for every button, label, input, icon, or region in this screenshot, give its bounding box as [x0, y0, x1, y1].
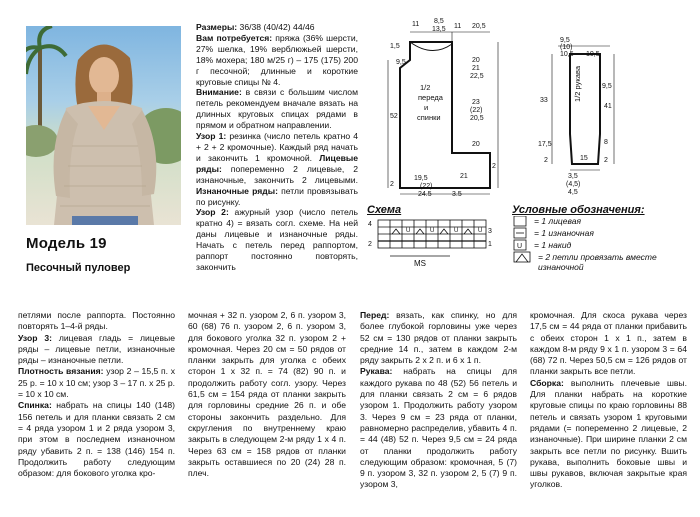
c4-l1: Сборка: — [530, 377, 564, 388]
sleeve-dim-t1: 9,5 — [560, 37, 570, 44]
knit-symbol-icon — [514, 216, 526, 226]
sleeve-dim-left3: 2 — [544, 157, 548, 164]
legend-symbols — [512, 216, 532, 266]
body-dim-t2: 11 — [412, 21, 420, 28]
c2-p0: мочная + 32 п. узором 2, 6 п. узором 3, 60 (68) 76 п. узором 2, 6 п. узором 3, для бокового уголка 32 п. узором 2 + кромочная. Через 20 см = 50 рядов от планки закрыть для уголка с обеих сторон 1 х 32 п. = 74 (82) 90 п. и продолжить работу согл. узору. Через 61,5 см = 154 ряда от планки закрыть для горловины средние 26 п. и обе стороны закончить раздельно. Для скругления по внутреннему краю закрыть в следующем 2-м ряду 1 х 4 п. Через 63 см = 158 рядов от планки закрыть оставшиеся по 20 (24) 28 п. плеч. — [188, 310, 346, 479]
body-dim-b1: 19,5 — [414, 175, 428, 182]
body-dim-r1: 20 — [472, 57, 480, 64]
sleeve-dim-left2: 17,5 — [538, 141, 552, 148]
legend-item-yarnover: = 1 накид — [534, 240, 572, 250]
legend-item-knit: = 1 лицевая — [534, 216, 582, 226]
sleeve-dim-t3: 10,5 — [560, 51, 574, 58]
attention-label: Внимание: — [196, 87, 242, 98]
legend-title: Условные обозначения: — [512, 204, 645, 216]
body-dim-left: 52 — [390, 113, 398, 120]
text-column-3 — [360, 310, 517, 491]
pattern1-label: Узор 1: — [196, 131, 227, 142]
c1-p1: лицевая гладь = лицевые ряды – лицевые петли, изнаночные ряды – изнаночные петли. — [18, 332, 175, 366]
sleeve-dim-b3: (4,5) — [566, 181, 581, 188]
schema-u3: U — [454, 228, 459, 234]
body-dim-r2: 21 — [472, 65, 480, 72]
schema-row3: 3 — [488, 228, 492, 235]
body-dim-r7: 20 — [472, 141, 480, 148]
body-label-4: спинки — [417, 113, 441, 122]
model-subtitle: Песочный пуловер — [26, 262, 131, 274]
stitch-schema-grid — [366, 216, 496, 278]
pattern1-value: резинка (число петель кратно 4 + 2 + 2 кромочные). Каждый ряд начать и закончить 1 кромочной. — [196, 131, 358, 163]
body-dim-r3: 22,5 — [470, 73, 484, 80]
schema-row1: 1 — [488, 241, 492, 248]
body-label-3: и — [424, 103, 429, 112]
schema-title: Схема — [367, 204, 402, 216]
text-column-2 — [188, 310, 346, 479]
body-dim-r4: 23 — [472, 99, 480, 106]
schema-u1: U — [406, 228, 411, 234]
body-dim-t4: 11 — [454, 23, 462, 30]
body-pattern-diagram — [360, 18, 510, 196]
c3-l0: Перед: — [360, 310, 390, 320]
pattern1-purl-value: петли провязывать по рисунку. — [196, 185, 358, 207]
sleeve-dim-left1: 33 — [540, 97, 548, 104]
body-dim-r8: 2 — [492, 163, 496, 170]
sleeve-dim-b1: 15 — [580, 155, 588, 162]
pattern1-face-value: попеременно 2 лицевые, 2 изнаночные, закончить 2 лицевыми. — [196, 163, 359, 185]
c1-l3: Спинка: — [18, 400, 52, 411]
sleeve-dim-b2: 3,5 — [568, 173, 578, 180]
materials-text — [196, 22, 358, 273]
pattern1-face-label: Лицевые ряды: — [196, 152, 359, 174]
c1-p2: узор 2 – 15,5 п. х 25 р. = 10 х 10 см; узор 3 – 17 п. х 25 р. = 10 х 10 см. — [18, 366, 175, 400]
c4-p1: выполнить плечевые швы. Для планки набрать на короткие круговые спицы по краю горловины 88 петель и связать узором 1 круговыми рядами (= попеременно 2 лицевые, 2 изнаночные). При ширине планки 2 см закрыть все петли по рисунку. Вшить рукава, выполнить боковые швы и швы рукавов, включая закрытые края уголков. — [530, 377, 687, 490]
c1-p3: набрать на спицы 140 (148) 156 петель и для планки связать 2 см = 4 ряда узором 1 и 2 ряда узором 3, при этом в последнем изнаночном ряду убавить 2 п. = 138 (146) 154 п. Продолжить работу следующим образом: для бокового уголка кро- — [18, 400, 175, 479]
body-dim-t6: 1,5 — [390, 43, 400, 50]
photo-illustration — [26, 26, 181, 225]
sizes-value: 36/38 (40/42) 44/46 — [239, 22, 315, 32]
schema-u4: U — [478, 228, 483, 234]
body-dim-b2: (22) — [420, 183, 433, 190]
body-label-1: 1/2 — [420, 83, 431, 92]
pattern2-value: ажурный узор (число петель кратно 4) = вязать согл. схеме. На ней даны лицевые и изнаночные ряды. Начать с петель перед раппортом, раппорт постоянно повторять, закончить — [196, 207, 358, 272]
body-dim-r5: (22) — [470, 107, 483, 114]
body-dim-r6: 20,5 — [470, 115, 484, 122]
sleeve-dim-r3: 8 — [604, 139, 608, 146]
schema-u2: U — [430, 228, 435, 234]
sleeve-dim-b4: 4,5 — [568, 189, 578, 196]
body-dim-t1: 8,5 — [434, 18, 444, 25]
text-column-4 — [530, 310, 687, 491]
body-dim-b3: 24,5 — [418, 191, 432, 196]
c1-l2: Плотность вязания: — [18, 366, 104, 377]
attention-value: в связи с большим числом петель рекомендуем вначале вязать на длинных круговых спицах рядами в прямом и обратном направлении. — [196, 87, 359, 131]
c1-l1: Узор 3: — [18, 332, 52, 343]
schema-row2: 2 — [368, 241, 372, 248]
need-value: пряжа (36% шерсти, 27% шелка, 19% верблюжьей шерсти, 18% мохера; 180 м/25 г) – 175 (175) 200 г песочной; длинные и короткие круговые спицы № 4. — [196, 32, 359, 87]
sizes-label: Размеры: — [196, 22, 238, 32]
pattern1-purl-label: Изнаночные ряды: — [196, 185, 278, 196]
body-dim-t3: 13,5 — [432, 26, 446, 33]
schema-ms: MS — [414, 259, 426, 268]
legend-item-decrease: = 2 петли провязать вместе изнаночной — [538, 252, 657, 272]
c3-l1: Рукава: — [360, 366, 393, 377]
yarnover-u: U — [517, 243, 523, 250]
c4-p0: кромочная. Для скоса рукава через 17,5 см = 44 ряда от планки прибавить с обеих сторон 1 х 1 п., затем в каждом 8-м ряду 9 х 1 п. узором 3 = 64 (68) 72 п. Через 50,5 см = 126 рядов от планки закрыть все петли. — [530, 310, 687, 377]
body-label-2: переда — [418, 93, 443, 102]
model-title: Модель 19 — [26, 235, 107, 252]
c3-p1: набрать на спицы для каждого рукава по 48 (52) 56 петель и для планки связать 2 см = 6 рядов узором 1. Продолжить работу узором 3. Через 9 см = 23 ряда от планки, равномерно распределив, убавить 4 п. = 44 (48) 52 п. Через 9,5 см = 24 ряда от планки продолжить работу следующим образом: кромочная, 5 (7) 9 п. узором 3, 32 п. узором 2, 5 (7) 9 п. узором 3, — [360, 366, 517, 490]
text-column-1 — [18, 310, 175, 479]
body-dim-t7: 9,5 — [396, 59, 406, 66]
need-label: Вам потребуется: — [196, 32, 273, 43]
sleeve-dim-t4: 10,5 — [586, 51, 600, 58]
body-dim-b6: 2 — [390, 181, 394, 188]
legend-item-purl: = 1 изнаночная — [534, 228, 594, 238]
body-dim-b5: 3,5 — [452, 191, 462, 196]
sleeve-label: 1/2 рукава — [573, 65, 582, 102]
sleeve-dim-r1: 9,5 — [602, 83, 612, 90]
c1-p0: петлями после раппорта. Постоянно повторять 1–4-й ряды. — [18, 310, 175, 332]
sleeve-dim-t2: (10) — [560, 44, 573, 51]
sleeve-dim-r4: 2 — [604, 157, 608, 164]
c3-p0: вязать, как спинку, но для более глубокой горловины уже через 52 см = 130 рядов от планки закрыть средние 14 п., затем в каждом 2-м ряду закрыть 2 х 2 п. и 6 х 1 п. — [360, 310, 517, 366]
pattern2-label: Узор 2: — [196, 207, 229, 218]
schema-row4: 4 — [368, 221, 372, 228]
body-dim-b4: 21 — [460, 173, 468, 180]
model-photo — [26, 26, 181, 225]
body-dim-t5: 20,5 — [472, 23, 486, 30]
sleeve-dim-r2: 41 — [604, 103, 612, 110]
sleeve-pattern-diagram — [530, 36, 620, 196]
